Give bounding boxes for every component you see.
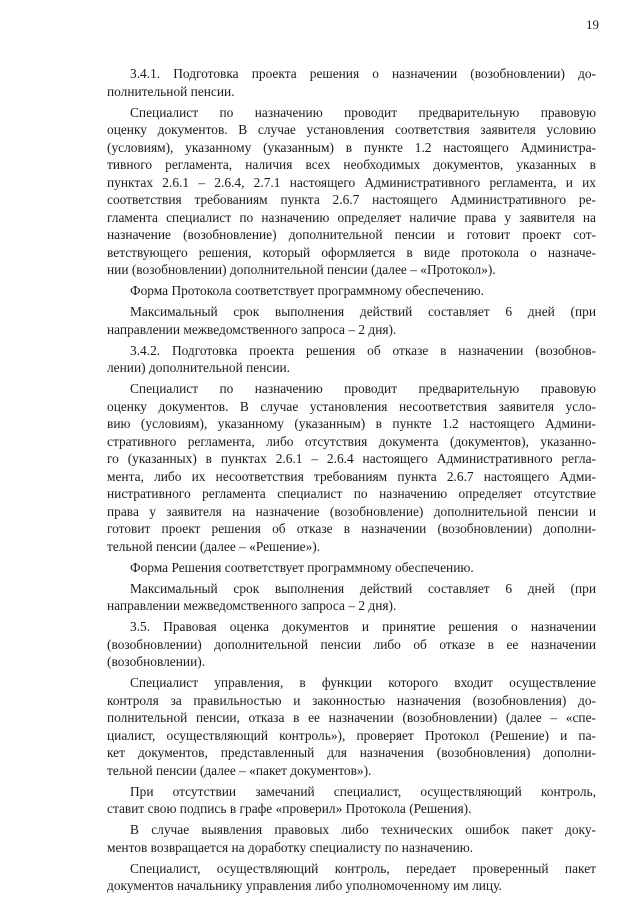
text-line: (возобновлении). (107, 654, 206, 669)
paragraph-p-3-5 (107, 618, 596, 671)
paragraph-p-transfer (107, 860, 596, 895)
text-line: лении) дополнительной пенсии. (107, 360, 290, 375)
text-line: Форма Протокола соответствует программному обеспечению. (130, 283, 484, 298)
text-line: гламента специалист по назначению определяет наличие права у заявителя на (107, 209, 596, 225)
text-line: го (указанных) в пунктах 2.6.1 – 2.6.4 настоящего Административного регла- (107, 451, 596, 466)
paragraph-p-3-4-1 (107, 65, 596, 100)
text-line: полнительной пенсии. (107, 83, 235, 99)
text-line: стративного регламента, либо отсутствия документа (документов), указанно- (107, 433, 596, 449)
paragraph-p-errors (107, 821, 596, 856)
paragraph-p-max-time-2 (107, 580, 596, 615)
text-line: Специалист по назначению проводит предварительную правовую (130, 104, 596, 120)
paragraph-p-specialist-1 (107, 104, 596, 279)
text-line: Максимальный срок выполнения действий составляет 6 дней (при (130, 580, 596, 596)
text-line: вию (условиям), указанному (указанным) в пункте 1.2 настоящего Админи- (107, 416, 596, 431)
text-line: направлении межведомственного запроса – 2 дня). (107, 321, 397, 337)
text-line: Специалист управления, в функции которого входит осуществление (130, 675, 596, 690)
text-line: ментов возвращается на доработку специалисту по назначению. (107, 839, 474, 855)
text-line: пунктах 2.6.1 – 2.6.4, 2.7.1 настоящего Административного регламента, и их (107, 174, 596, 190)
paragraph-p-no-remarks (107, 783, 596, 818)
text-line: Максимальный срок выполнения действий составляет 6 дней (при (130, 304, 596, 319)
text-line: циалист, осуществляющий контроль»), проверяет Протокол (Решение) и па- (107, 727, 596, 743)
text-line: ставит свою подпись в графе «проверил» Протокола (Решения). (107, 801, 472, 816)
text-line: контроля за правильностью и законностью назначения (возобновления) до- (107, 692, 596, 708)
paragraph-p-max-time-1 (107, 303, 596, 338)
text-line: Специалист по назначению проводит предварительную правовую (130, 381, 596, 396)
text-line: тивного регламента, наличия всех необходимых документов, указанных в (107, 157, 596, 172)
text-line: направлении межведомственного запроса – 2 дня). (107, 598, 397, 613)
text-line: нистративного регламента специалист по назначению определяет отсутствие (107, 486, 596, 501)
text-line: тельной пенсии (далее – «пакет документов»). (107, 762, 372, 778)
text-line: оценку документов. В случае установления соответствия заявителя условию (107, 122, 596, 137)
text-line: права у заявителя на назначение (возобновление) дополнительной пенсии и (107, 503, 596, 519)
text-line: соответствия требованиям пункта 2.6.7 настоящего Административного ре- (107, 192, 596, 207)
text-line: (условиям), указанному (указанным) в пункте 1.2 настоящего Администра- (107, 139, 596, 155)
text-line: готовит проект решения об отказе в назначении (возобновлении) дополни- (107, 521, 596, 536)
text-line: При отсутствии замечаний специалист, осуществляющий контроль, (130, 783, 596, 799)
text-line: назначение (возобновление) дополнительной пенсии и готовит проект сот- (107, 227, 596, 242)
text-line: ветствующего решения, который оформляется в виде протокола о назначе- (107, 244, 596, 260)
paragraph-p-control-specialist (107, 674, 596, 779)
text-line: кет документов, представленный для назначения (возобновления) дополни- (107, 745, 596, 760)
text-line: мента, либо их несоответствия требованиям пункта 2.6.7 настоящего Адми- (107, 468, 596, 484)
text-line: нии (возобновлении) дополнительной пенсии (далее – «Протокол»). (107, 262, 496, 277)
paragraph-p-specialist-2 (107, 380, 596, 555)
text-line: полнительной пенсии, отказа в ее назначении (возобновлении) (далее – «спе- (107, 710, 596, 725)
text-line: Форма Решения соответствует программному обеспечению. (130, 559, 474, 575)
text-line: тельной пенсии (далее – «Решение»). (107, 538, 321, 554)
paragraph-p-3-4-2 (107, 342, 596, 377)
text-line: 3.4.2. Подготовка проекта решения об отказе в назначении (возобнов- (130, 342, 596, 358)
paragraph-p-form-decision (107, 559, 596, 577)
text-line: оценку документов. В случае установления несоответствия заявителя усло- (107, 398, 596, 414)
text-line: Специалист, осуществляющий контроль, передает проверенный пакет (130, 860, 596, 876)
paragraph-p-form-protocol (107, 282, 596, 300)
page-number: 19 (586, 17, 599, 32)
text-line: 3.4.1. Подготовка проекта решения о назначении (возобновлении) до- (130, 66, 596, 81)
text-line: (возобновлении) дополнительной пенсии либо об отказе в ее назначении (107, 636, 596, 652)
document-body (107, 65, 596, 898)
text-line: 3.5. Правовая оценка документов и принятие решения о назначении (130, 619, 596, 634)
text-line: документов начальнику управления либо уполномоченному им лицу. (107, 878, 502, 893)
text-line: В случае выявления правовых либо технических ошибок пакет доку- (130, 822, 596, 837)
